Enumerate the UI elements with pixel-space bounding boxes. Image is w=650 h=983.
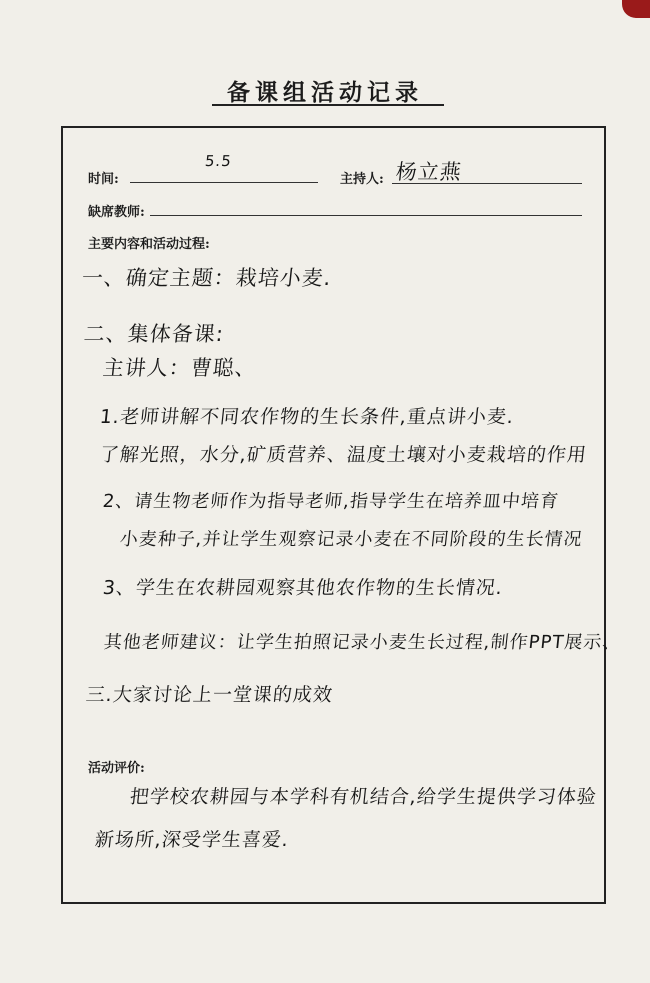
content-line-3: 主讲人：曹聪、 (101, 356, 259, 380)
content-line-1: 一、确定主题：栽培小麦. (80, 266, 333, 290)
main-content-label: 主要内容和活动过程: (88, 237, 210, 252)
evaluation-line-2: 新场所,深受学生喜爱. (93, 829, 291, 851)
title-underline (212, 104, 444, 106)
content-line-9: 其他老师建议：让学生拍照记录小麦生长过程,制作PPT展示、 (102, 632, 623, 653)
time-underline (130, 182, 318, 183)
content-line-10: 三.大家讨论上一堂课的成效 (84, 684, 335, 706)
absent-teachers-label: 缺席教师: (88, 205, 145, 220)
content-line-4: 1.老师讲解不同农作物的生长条件,重点讲小麦. (98, 406, 516, 428)
document-title: 备课组活动记录 (227, 79, 423, 106)
evaluation-label: 活动评价: (88, 761, 145, 776)
evaluation-line-1: 把学校农耕园与本学科有机结合,给学生提供学习体验 (128, 786, 599, 808)
host-value: 杨立燕 (394, 160, 464, 184)
time-label: 时间: (88, 172, 119, 187)
absent-teachers-underline (150, 215, 582, 216)
content-line-2: 二、集体备课: (82, 322, 226, 346)
content-line-6: 2、请生物老师作为指导老师,指导学生在培养皿中培育 (101, 491, 561, 512)
time-value: 5.5 (204, 152, 233, 170)
content-line-8: 3、学生在农耕园观察其他农作物的生长情况. (101, 577, 505, 599)
content-line-7: 小麦种子,并让学生观察记录小麦在不同阶段的生长情况 (118, 529, 584, 550)
red-corner-mark (622, 0, 650, 18)
host-label: 主持人: (340, 172, 384, 187)
content-line-5: 了解光照，水分,矿质营养、温度土壤对小麦栽培的作用 (98, 444, 589, 466)
